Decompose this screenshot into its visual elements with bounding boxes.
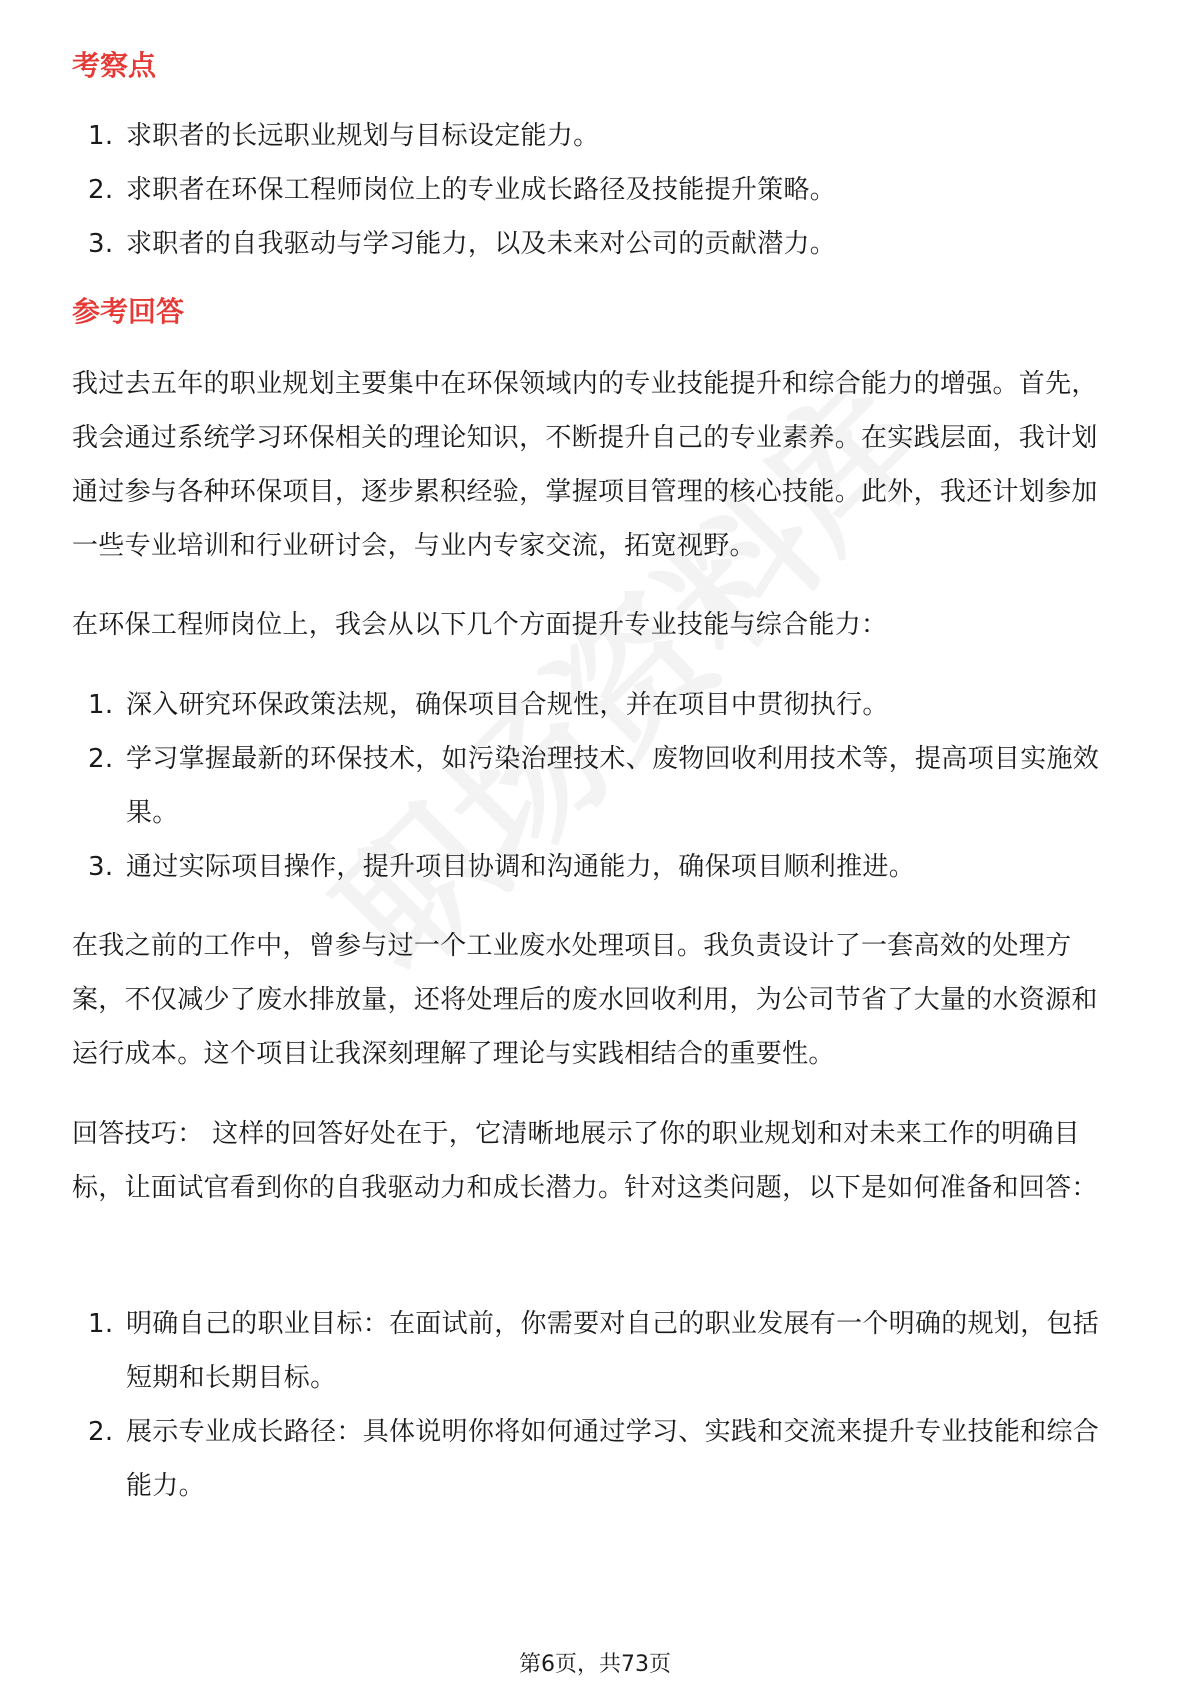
key-points-list: [72, 109, 1122, 271]
tips-list: [72, 1297, 1122, 1513]
list-item: 1. 深入研究环保政策法规，确保项目合规性，并在项目中贯彻执行。: [88, 690, 889, 720]
answer-paragraph-2: 在环保工程师岗位上，我会从以下几个方面提升专业技能与综合能力：: [72, 610, 888, 640]
page-footer: 第6页，共73页: [519, 1652, 671, 1677]
list-item: 1. 明确自己的职业目标：在面试前，你需要对自己的职业发展有一个明确的规划，包括短期和长期目标。: [88, 1309, 1100, 1393]
list-item: 2. 求职者在环保工程师岗位上的专业成长路径及技能提升策略。: [88, 175, 837, 205]
reference-answer-title: 参考回答: [72, 295, 185, 328]
answer-tips: 回答技巧： 这样的回答好处在于，它清晰地展示了你的职业规划和对未来工作的明确目标，让面试官看到你的自我驱动力和成长潜力。针对这类问题，以下是如何准备和回答：: [72, 1119, 1098, 1203]
list-item: 3. 求职者的自我驱动与学习能力，以及未来对公司的贡献潜力。: [88, 229, 837, 259]
answer-paragraph-1: 我过去五年的职业规划主要集中在环保领域内的专业技能提升和综合能力的增强。首先，我会通过系统学习环保相关的理论知识，不断提升自己的专业素养。在实践层面，我计划通过参与各种环保项目，逐步累积经验，掌握项目管理的核心技能。此外，我还计划参加一些专业培训和行业研讨会，与业内专家交流，拓宽视野。: [72, 369, 1098, 561]
key-points-title: 考察点: [72, 49, 157, 82]
skills-list: [72, 678, 1122, 894]
answer-paragraph-3: 在我之前的工作中，曾参与过一个工业废水处理项目。我负责设计了一套高效的处理方案，不仅减少了废水排放量，还将处理后的废水回收利用，为公司节省了大量的水资源和运行成本。这个项目让我深刻理解了理论与实践相结合的重要性。: [72, 931, 1098, 1069]
list-item: 2. 展示专业成长路径：具体说明你将如何通过学习、实践和交流来提升专业技能和综合能力。: [88, 1417, 1100, 1501]
list-item: 1. 求职者的长远职业规划与目标设定能力。: [88, 121, 600, 151]
list-item: 3. 通过实际项目操作，提升项目协调和沟通能力，确保项目顺利推进。: [88, 852, 916, 882]
list-item: 2. 学习掌握最新的环保技术，如污染治理技术、废物回收利用技术等，提高项目实施效果。: [88, 744, 1100, 828]
